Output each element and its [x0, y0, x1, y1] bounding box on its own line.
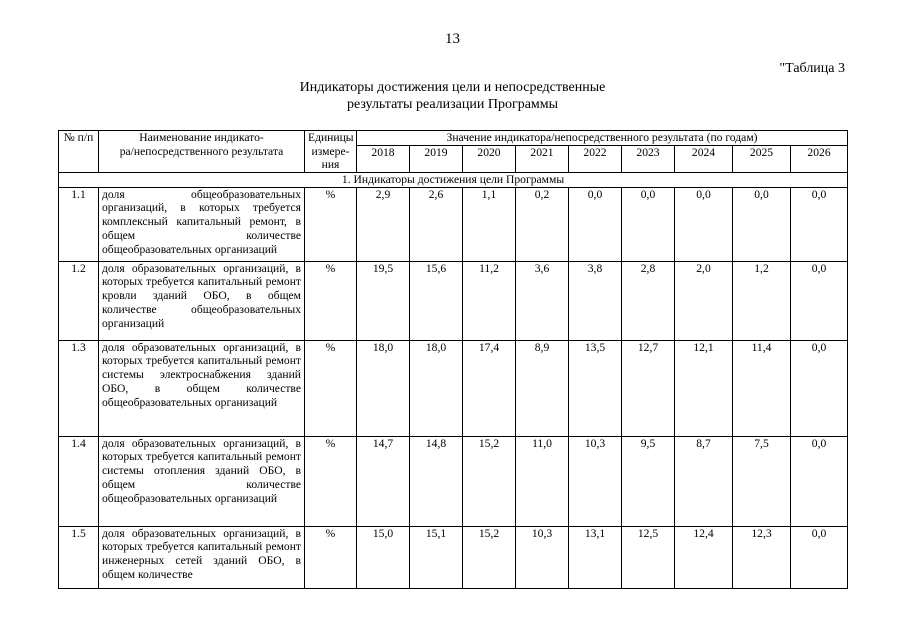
table-row [59, 526, 848, 588]
row-name: доля образовательных организаций, в которых требуется капитальный ремонт кровли зданий ОБО, в общем количестве общеобразовательных организаций [99, 261, 305, 340]
row-value: 9,5 [622, 436, 675, 526]
header-unit [305, 131, 357, 173]
row-value: 3,6 [516, 261, 569, 340]
document-title [0, 79, 905, 113]
row-value: 0,0 [569, 187, 622, 261]
row-value: 15,1 [410, 526, 463, 588]
header-year: 2019 [410, 145, 463, 172]
row-value: 14,7 [357, 436, 410, 526]
row-unit: % [305, 436, 357, 526]
row-value: 8,9 [516, 340, 569, 436]
row-name: доля образовательных организаций, в которых требуется капитальный ремонт системы отопления зданий ОБО, в общем количестве общеобразовательных организаций [99, 436, 305, 526]
row-unit: % [305, 261, 357, 340]
row-unit: % [305, 526, 357, 588]
row-value: 0,0 [791, 436, 848, 526]
row-value: 15,0 [357, 526, 410, 588]
header-values-group: Значение индикатора/непосредственного результата (по годам) [357, 131, 848, 146]
row-unit: % [305, 340, 357, 436]
row-value: 0,2 [516, 187, 569, 261]
header-year: 2024 [675, 145, 733, 172]
row-value: 12,1 [675, 340, 733, 436]
row-value: 13,5 [569, 340, 622, 436]
row-value: 12,7 [622, 340, 675, 436]
row-value: 3,8 [569, 261, 622, 340]
table-label: "Таблица 3 [779, 61, 845, 76]
row-value: 10,3 [516, 526, 569, 588]
row-value: 15,6 [410, 261, 463, 340]
row-value: 1,1 [463, 187, 516, 261]
header-unit-line-1: Единицы [308, 131, 354, 144]
row-value: 17,4 [463, 340, 516, 436]
header-year: 2020 [463, 145, 516, 172]
row-value: 14,8 [410, 436, 463, 526]
row-value: 8,7 [675, 436, 733, 526]
row-value: 11,4 [733, 340, 791, 436]
header-year: 2021 [516, 145, 569, 172]
row-num: 1.3 [59, 340, 99, 436]
header-name [99, 131, 305, 173]
table-row [59, 436, 848, 526]
row-value: 19,5 [357, 261, 410, 340]
table-row [59, 340, 848, 436]
row-value: 15,2 [463, 436, 516, 526]
row-value: 12,4 [675, 526, 733, 588]
header-year: 2022 [569, 145, 622, 172]
row-num: 1.1 [59, 187, 99, 261]
row-name: доля образовательных организаций, в которых требуется капитальный ремонт инженерных сетей зданий ОБО, в общем количестве [99, 526, 305, 588]
row-value: 11,2 [463, 261, 516, 340]
row-value: 2,9 [357, 187, 410, 261]
row-name: доля общеобразовательных организаций, в которых требуется комплексный капитальный ремонт, в общем количестве общеобразовательных организаций [99, 187, 305, 261]
header-unit-line-2: измере- [311, 144, 350, 158]
row-value: 18,0 [357, 340, 410, 436]
row-value: 0,0 [675, 187, 733, 261]
row-value: 0,0 [791, 187, 848, 261]
row-num: 1.2 [59, 261, 99, 340]
indicators-table [58, 130, 848, 589]
row-name: доля образовательных организаций, в которых требуется капитальный ремонт системы электроснабжения зданий ОБО, в общем количестве общеобразовательных организаций [99, 340, 305, 436]
row-value: 2,0 [675, 261, 733, 340]
row-value: 11,0 [516, 436, 569, 526]
row-value: 0,0 [622, 187, 675, 261]
title-line-2: результаты реализации Программы [346, 97, 559, 112]
header-year: 2023 [622, 145, 675, 172]
row-value: 0,0 [791, 261, 848, 340]
row-value: 13,1 [569, 526, 622, 588]
section-title: 1. Индикаторы достижения цели Программы [59, 172, 848, 187]
row-value: 15,2 [463, 526, 516, 588]
row-value: 7,5 [733, 436, 791, 526]
header-year: 2025 [733, 145, 791, 172]
header-num: № п/п [59, 131, 99, 173]
row-value: 2,6 [410, 187, 463, 261]
table-row [59, 261, 848, 340]
row-value: 10,3 [569, 436, 622, 526]
title-line-1: Индикаторы достижения цели и непосредственные [299, 80, 606, 95]
table-row [59, 187, 848, 261]
row-num: 1.4 [59, 436, 99, 526]
row-num: 1.5 [59, 526, 99, 588]
row-unit: % [305, 187, 357, 261]
row-value: 12,5 [622, 526, 675, 588]
row-value: 0,0 [733, 187, 791, 261]
row-value: 0,0 [791, 526, 848, 588]
header-year: 2026 [791, 145, 848, 172]
header-name-line-2: ра/непосредственного результата [119, 144, 284, 158]
page-number: 13 [445, 31, 460, 47]
header-unit-line-3: ния [321, 158, 340, 171]
row-value: 1,2 [733, 261, 791, 340]
row-value: 18,0 [410, 340, 463, 436]
row-value: 0,0 [791, 340, 848, 436]
header-year: 2018 [357, 145, 410, 172]
row-value: 2,8 [622, 261, 675, 340]
header-name-line-1: Наименование индикато- [139, 131, 264, 144]
row-value: 12,3 [733, 526, 791, 588]
